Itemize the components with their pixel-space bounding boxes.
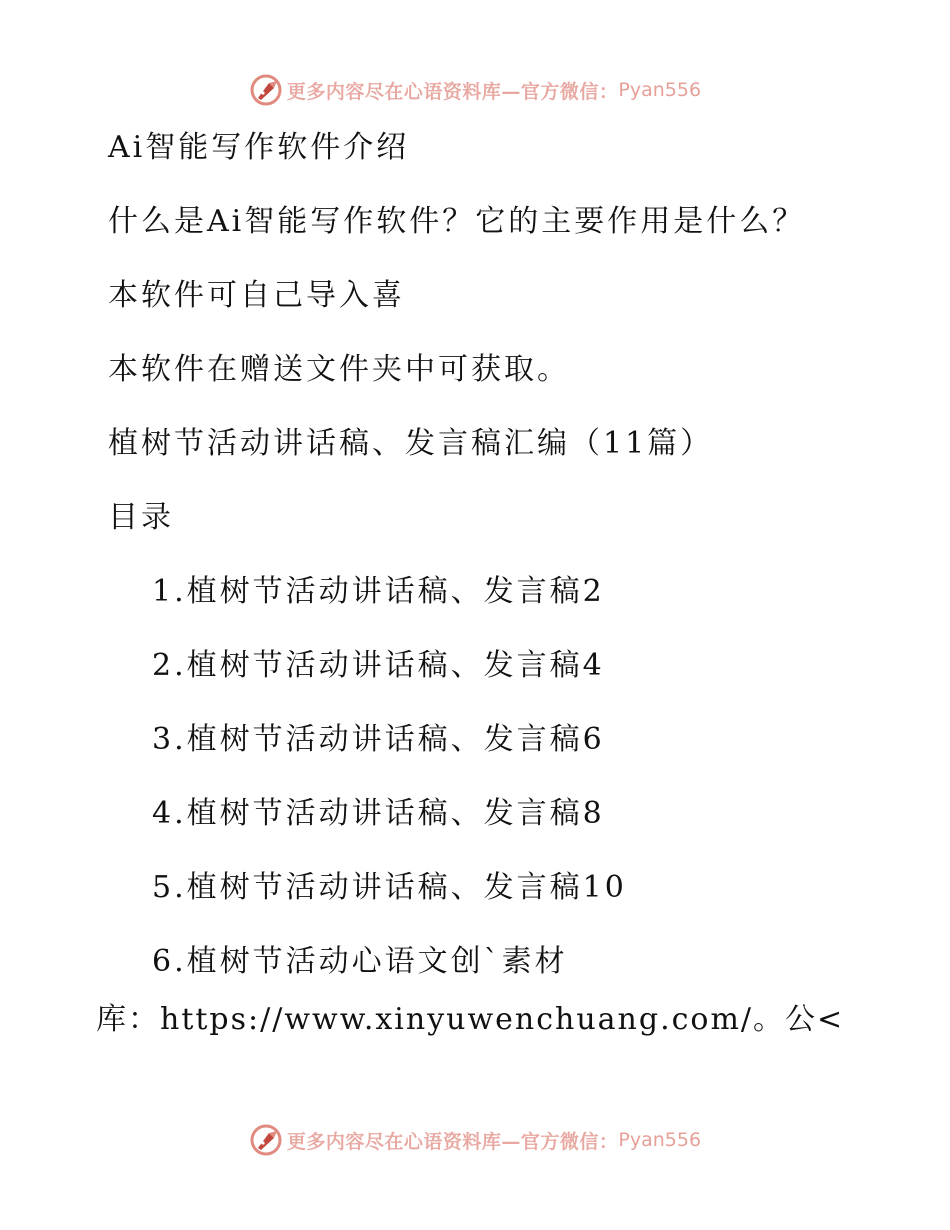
pen-nib-logo-icon [249, 1123, 283, 1157]
watermark-contact: Pyan556 [618, 1129, 702, 1151]
toc-item: 1.植树节活动讲话稿、发言稿2 [152, 574, 605, 609]
toc-item: 3.植树节活动讲话稿、发言稿6 [152, 722, 605, 757]
watermark-text: 更多内容尽在心语资料库—官方微信： [286, 80, 619, 103]
watermark-text: 更多内容尽在心语资料库—官方微信： [286, 1130, 619, 1153]
watermark-contact: Pyan556 [618, 79, 702, 101]
intro-download-text: 本软件在赠送文件夹中可获取。 [108, 352, 570, 387]
pen-nib-logo-icon [249, 73, 283, 107]
toc-item: 2.植树节活动讲话稿、发言稿4 [152, 648, 605, 683]
source-url-line: 库：https://www.xinyuwenchuang.com/。公< [96, 1002, 845, 1037]
watermark-footer [0, 1120, 950, 1160]
intro-heading: Ai智能写作软件介绍 [108, 130, 410, 165]
intro-question: 什么是Ai智能写作软件？它的主要作用是什么？ [108, 204, 806, 239]
toc-item: 4.植树节活动讲话稿、发言稿8 [152, 796, 605, 831]
toc-item: 5.植树节活动讲话稿、发言稿10 [152, 870, 627, 905]
watermark-header [0, 70, 950, 110]
toc-item: 6.植树节活动心语文创`素材 [152, 944, 568, 979]
toc-heading: 目录 [108, 500, 174, 535]
intro-import-text: 本软件可自己导入喜 [108, 278, 405, 313]
document-title: 植树节活动讲话稿、发言稿汇编（11篇） [108, 426, 714, 461]
